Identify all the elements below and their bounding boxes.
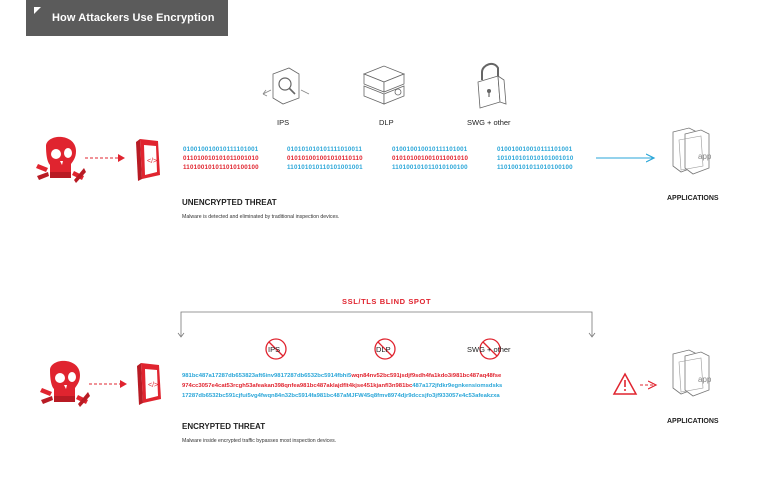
binary-block-1: 010010010010111101001 011010010101011001010 110100101011010100100	[183, 146, 259, 171]
skull-icon	[36, 137, 86, 183]
unencrypted-threat-label: UNENCRYPTED THREAT	[182, 198, 277, 207]
ips-label: IPS	[277, 118, 290, 127]
blind-spot-label: SSL/TLS BLIND SPOT	[342, 297, 432, 306]
svg-text:</>: </>	[147, 158, 158, 165]
encrypted-line-2: 974cc3057e4cat53rcgh53afeakan398qnfea981bc487aklajdflt4kjse451kjanfl3n981bc487a172jfdkr9egnkensiomsdsks	[182, 383, 503, 389]
encrypted-threat-description: Malware inside encrypted traffic bypasses most inspection devices.	[182, 438, 337, 444]
document-icon	[137, 363, 161, 405]
page-title: How Attackers Use Encryption	[52, 12, 215, 24]
ips-label: IPS	[268, 345, 281, 354]
document-icon	[136, 139, 160, 181]
binary-block-3: 010010010010111101001 010101001001011001010 110100101011010100100	[392, 146, 469, 171]
swg-lock-icon	[478, 64, 506, 108]
encrypted-line-3: 17287db6532bc591cjfui5vg4fwqn84n32bc5914fa981bc487aMJFW45q8fmv8974djr9dccsjfo3jf933057e4c53afeakzxa	[182, 393, 500, 399]
applications-label: APPLICATIONS	[667, 418, 719, 425]
unencrypted-threat-description: Malware is detected and eliminated by traditional inspection devices.	[182, 214, 340, 220]
warning-icon	[614, 374, 636, 394]
binary-block-2: 010101010101111010011 010101001001010110110 110101010110101001001	[287, 146, 363, 171]
skull-icon	[40, 361, 90, 407]
app-icon-text: app	[698, 375, 712, 384]
encrypted-traffic	[182, 371, 502, 401]
dlp-label: DLP	[376, 345, 391, 354]
ips-icon	[263, 68, 309, 104]
app-icon-text: app	[698, 152, 712, 161]
encrypted-line-1: 981bc487a17287db653823aft6inv9817287db6532bc5914fbhi5wqn84nv52bc591jsdjf9sdh4fa1kdo3i981bc487aq48fse	[182, 373, 502, 379]
swg-label: SWG + other	[467, 118, 511, 127]
applications-label: APPLICATIONS	[667, 195, 719, 202]
dlp-label: DLP	[379, 118, 394, 127]
blind-spot-bracket	[181, 312, 592, 336]
svg-text:</>: </>	[148, 382, 159, 389]
applications-icon	[673, 350, 712, 396]
applications-icon	[673, 128, 712, 174]
swg-label: SWG + other	[467, 345, 511, 354]
encrypted-threat-label: ENCRYPTED THREAT	[182, 422, 266, 431]
binary-block-4: 010010010010111101001 101010101010101001010 110100101011010100100	[497, 146, 574, 171]
dlp-icon	[364, 66, 404, 104]
